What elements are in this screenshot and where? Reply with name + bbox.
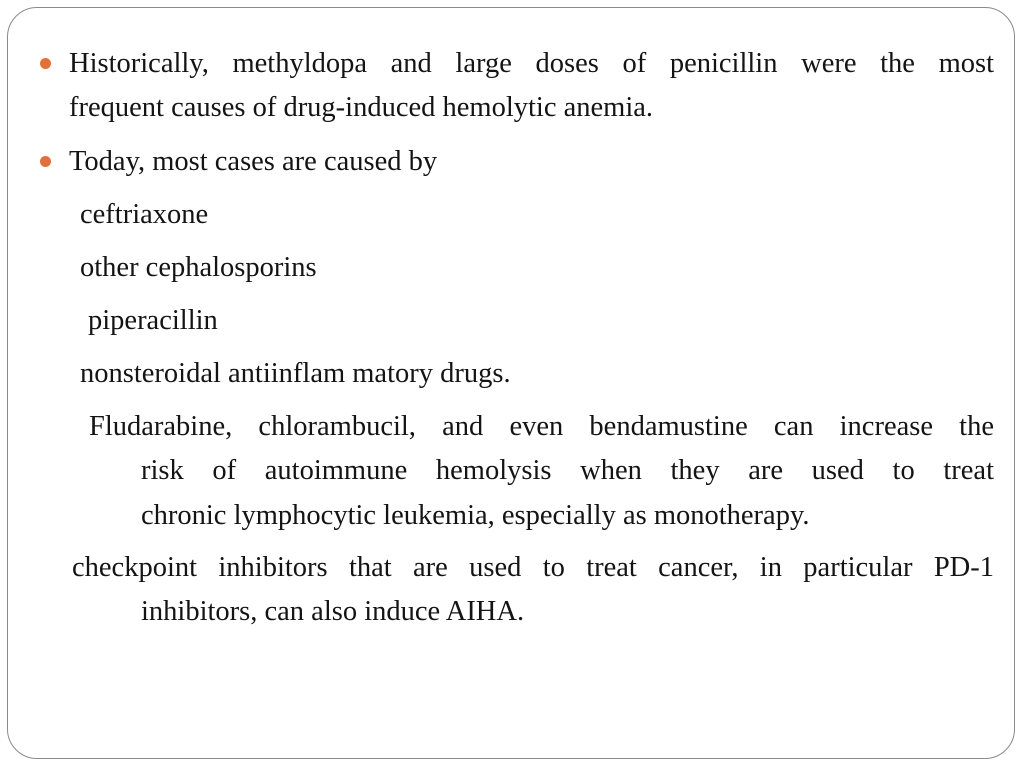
bullet-icon bbox=[40, 58, 51, 69]
paragraph-2-line-2: inhibitors, can also induce AIHA. bbox=[141, 596, 525, 627]
paragraph-2-line-1: checkpoint inhibitors that are used to treat cancer, in particular PD-1 bbox=[72, 552, 994, 583]
paragraph-1-line-2: risk of autoimmune hemolysis when they are used to treat bbox=[141, 455, 994, 486]
drug-list-item: piperacillin bbox=[88, 305, 218, 336]
drug-list-item: ceftriaxone bbox=[80, 199, 209, 230]
bullet-icon bbox=[40, 156, 51, 167]
drug-list-item: other cephalosporins bbox=[80, 252, 317, 283]
drug-list-item: nonsteroidal antiinflam matory drugs. bbox=[80, 358, 511, 389]
bullet-1-line-1: Historically, methyldopa and large doses of penicillin were the most bbox=[69, 48, 994, 79]
paragraph-1-line-3: chronic lymphocytic leukemia, especially as monotherapy. bbox=[141, 500, 810, 531]
bullet-2-line-1: Today, most cases are caused by bbox=[69, 146, 438, 177]
bullet-1-line-2: frequent causes of drug-induced hemolytic anemia. bbox=[69, 92, 654, 123]
paragraph-1-line-1: Fludarabine, chlorambucil, and even bendamustine can increase the bbox=[89, 411, 994, 442]
